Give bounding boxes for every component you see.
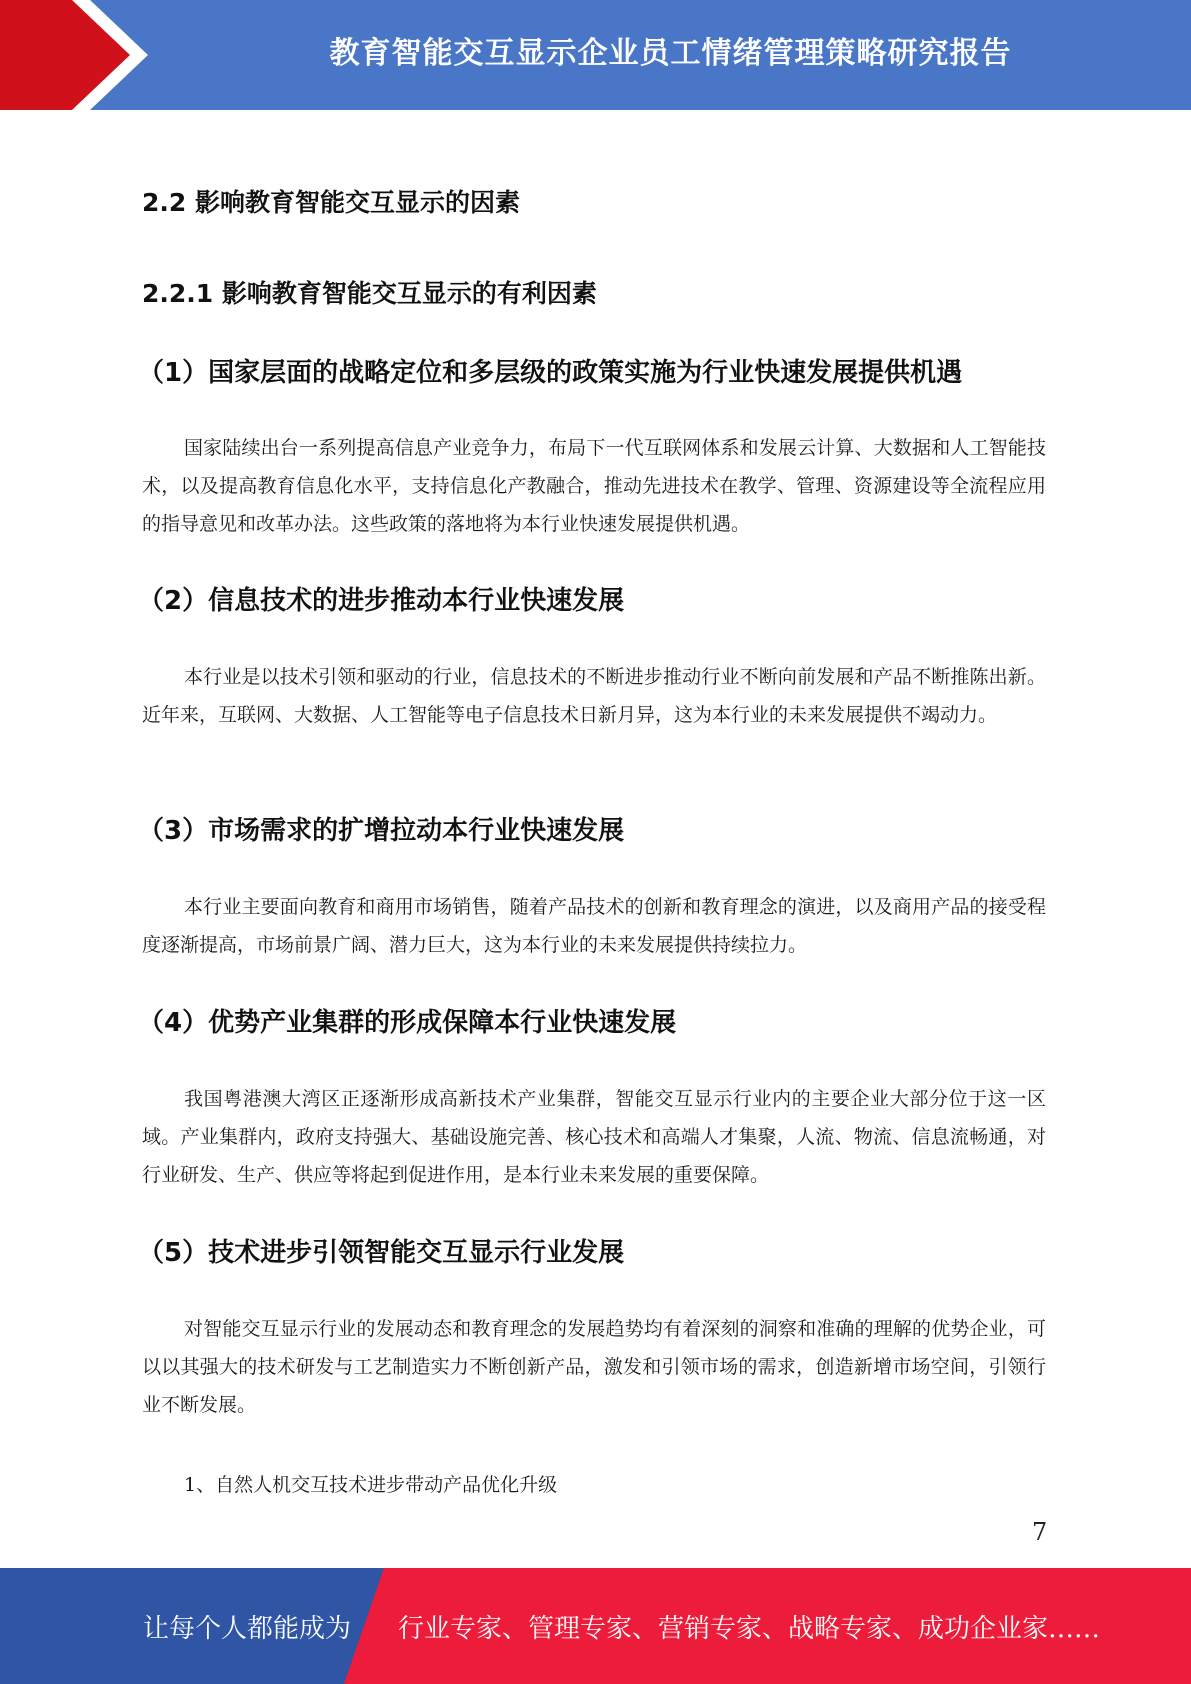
item-heading-2: （2）信息技术的进步推动本行业快速发展 — [138, 586, 625, 616]
page-footer — [0, 1568, 1191, 1684]
page-header — [0, 0, 1191, 110]
list-item-1: 1、自然人机交互技术进步带动产品优化升级 — [184, 1474, 558, 1496]
report-title: 教育智能交互显示企业员工情绪管理策略研究报告 — [329, 36, 1012, 71]
item-paragraph-2: 本行业是以技术引领和驱动的行业，信息技术的不断进步推动行业不断向前发展和产品不断推陈出新。近年来，互联网、大数据、人工智能等电子信息技术日新月异，这为本行业的未来发展提供不竭动力。 — [142, 666, 1046, 726]
footer-slogan-left: 让每个人都能成为 — [143, 1613, 352, 1644]
section-heading-2-2: 2.2 影响教育智能交互显示的因素 — [142, 188, 520, 217]
item-heading-4: （4）优势产业集群的形成保障本行业快速发展 — [138, 1008, 677, 1038]
item-heading-1: （1）国家层面的战略定位和多层级的政策实施为行业快速发展提供机遇 — [138, 358, 963, 388]
footer-slogan-right: 行业专家、管理专家、营销专家、战略专家、成功企业家…… — [398, 1613, 1101, 1644]
section-heading-2-2-1: 2.2.1 影响教育智能交互显示的有利因素 — [142, 279, 597, 308]
item-heading-3: （3）市场需求的扩增拉动本行业快速发展 — [138, 816, 625, 846]
item-paragraph-4: 我国粤港澳大湾区正逐渐形成高新技术产业集群，智能交互显示行业内的主要企业大部分位于这一区域。产业集群内，政府支持强大、基础设施完善、核心技术和高端人才集聚，人流、物流、信息流畅通，对行业研发、生产、供应等将起到促进作用，是本行业未来发展的重要保障。 — [142, 1088, 1046, 1186]
item-paragraph-3: 本行业主要面向教育和商用市场销售，随着产品技术的创新和教育理念的演进，以及商用产品的接受程度逐渐提高，市场前景广阔、潜力巨大，这为本行业的未来发展提供持续拉力。 — [142, 896, 1046, 956]
page-number: 7 — [1032, 1518, 1048, 1546]
item-paragraph-1: 国家陆续出台一系列提高信息产业竞争力，布局下一代互联网体系和发展云计算、大数据和人工智能技术，以及提高教育信息化水平，支持信息化产教融合，推动先进技术在教学、管理、资源建设等全流程应用的指导意见和改革办法。这些政策的落地将为本行业快速发展提供机遇。 — [142, 437, 1046, 535]
item-heading-5: （5）技术进步引领智能交互显示行业发展 — [138, 1238, 625, 1268]
item-paragraph-5: 对智能交互显示行业的发展动态和教育理念的发展趋势均有着深刻的洞察和准确的理解的优势企业，可以以其强大的技术研发与工艺制造实力不断创新产品，激发和引领市场的需求，创造新增市场空间，引领行业不断发展。 — [142, 1318, 1046, 1416]
